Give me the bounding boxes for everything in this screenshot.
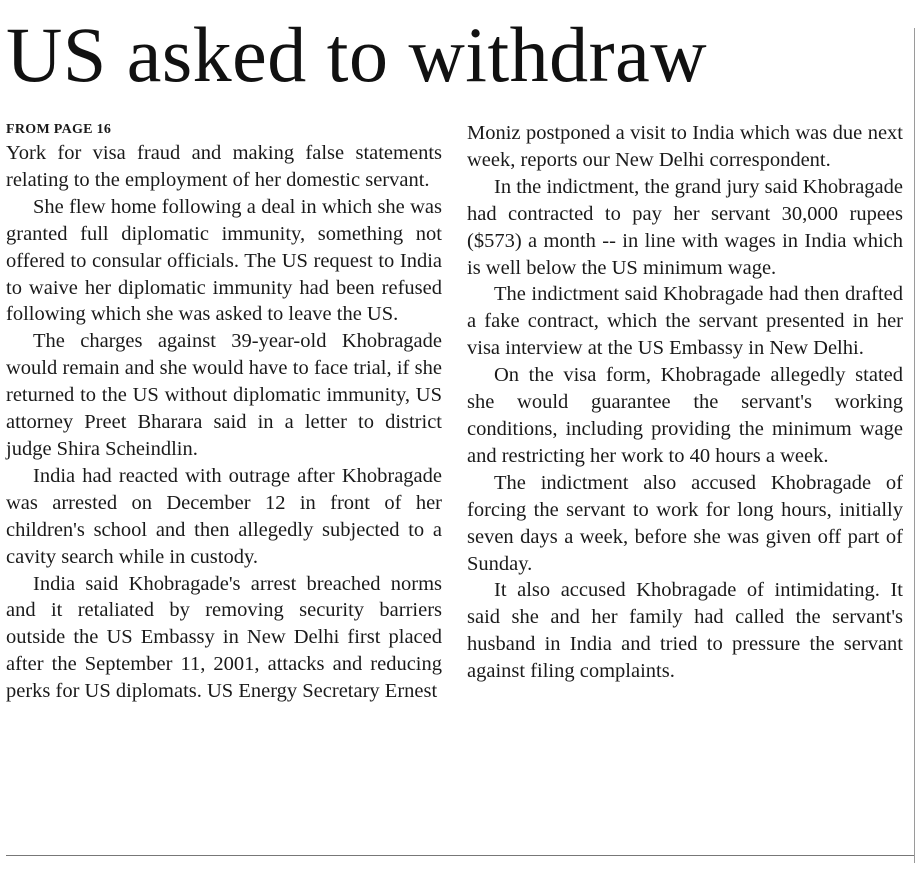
paragraph: India had reacted with outrage after Khobragade was arrested on December 12 in front of her children's school and then allegedly subjected to a cavity search while in custody. bbox=[6, 464, 442, 568]
paragraph: The charges against 39-year-old Khobragade would remain and she would have to face trial, if she returned to the US without diplomatic immunity, US attorney Preet Bharara said in a letter to district judge Shira Scheindlin. bbox=[6, 330, 442, 460]
right-column bbox=[467, 120, 903, 685]
continued-from-label: FROM PAGE 16 bbox=[6, 122, 112, 137]
paragraph: It also accused Khobragade of intimidating. It said she and her family had called the servant's husband in India and tried to pressure the servant against filing complaints. bbox=[467, 579, 903, 683]
paragraph: India said Khobragade's arrest breached norms and it retaliated by removing security barriers outside the US Embassy in New Delhi first placed after the September 11, 2001, attacks and reducing perks for US diplomats. US Energy Secretary Ernest bbox=[6, 572, 442, 703]
paragraph: On the visa form, Khobragade allegedly stated she would guarantee the servant's working conditions, including providing the minimum wage and restricting her work to 40 hours a week. bbox=[467, 364, 903, 467]
paragraph: Moniz postponed a visit to India which was due next week, reports our New Delhi correspondent. bbox=[467, 122, 903, 171]
headline: US asked to withdraw bbox=[6, 11, 708, 98]
bottom-rule bbox=[6, 855, 914, 856]
paragraph: In the indictment, the grand jury said Khobragade had contracted to pay her servant 30,000 rupees ($573) a month -- in line with wages in India which is well below the US minimum wage. bbox=[467, 175, 903, 279]
paragraph: York for visa fraud and making false statements relating to the employment of her domestic servant. bbox=[6, 142, 442, 191]
column-divider bbox=[914, 28, 915, 863]
paragraph: The indictment also accused Khobragade of forcing the servant to work for long hours, initially seven days a week, before she was given off part of Sunday. bbox=[467, 471, 903, 575]
left-column bbox=[6, 118, 442, 705]
paragraph: She flew home following a deal in which she was granted full diplomatic immunity, something not offered to consular officials. The US request to India to waive her diplomatic immunity had been refused following which she was asked to leave the US. bbox=[6, 195, 442, 326]
paragraph: The indictment said Khobragade had then drafted a fake contract, which the servant presented in her visa interview at the US Embassy in New Delhi. bbox=[467, 283, 903, 360]
